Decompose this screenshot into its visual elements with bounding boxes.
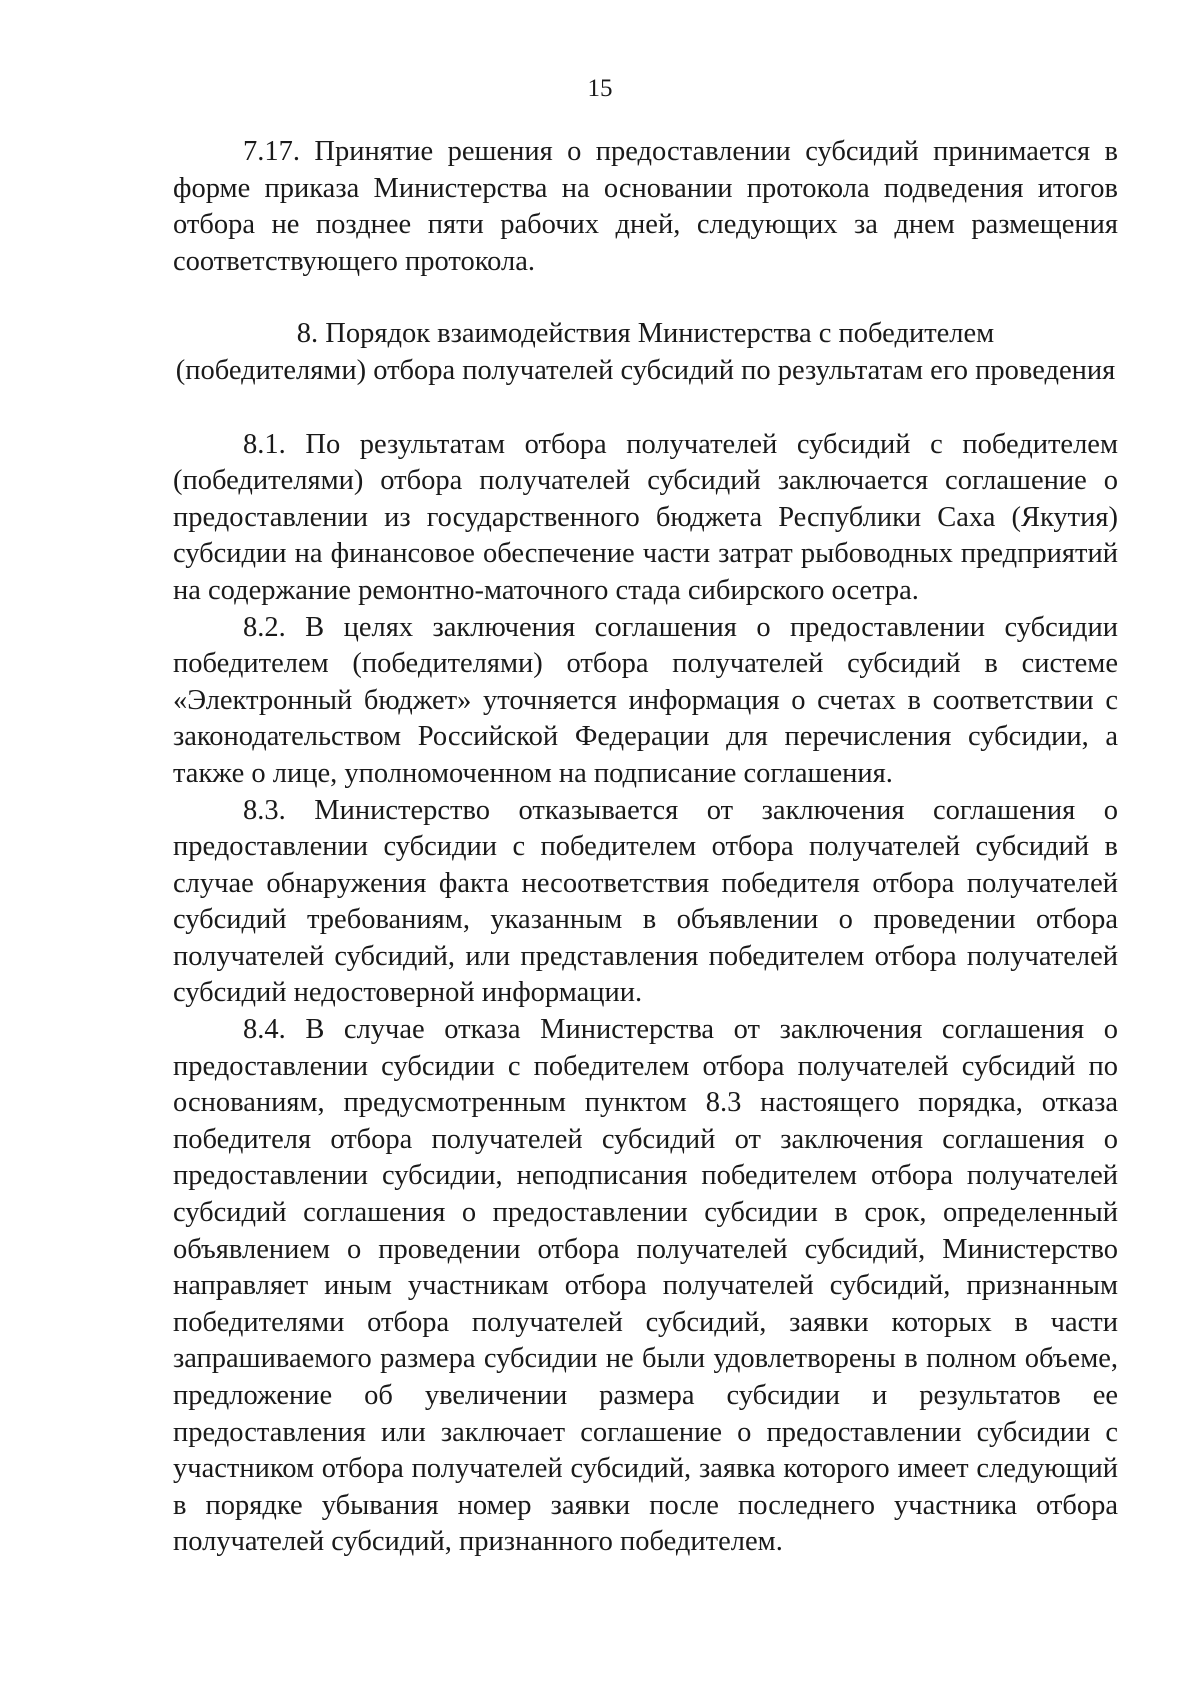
paragraph-8-3: 8.3. Министерство отказывается от заключения соглашения о предоставлении субсидии с победителем отбора получателей субсидий в случае обнаружения факта несоответствия победителя отбора получателей субсидий требованиям, указанным в объявлении о проведении отбора получателей субсидий, или представления победителем отбора получателей субсидий недостоверной информации. [173, 794, 1118, 1009]
paragraph-8-2: 8.2. В целях заключения соглашения о предоставлении субсидии победителем (победителями) отбора получателей субсидий в системе «Электронный бюджет» уточняется информация о счетах в соответствии с законодательством Российской Федерации для перечисления субсидии, а также о лице, уполномоченном на подписание соглашения. [173, 611, 1118, 789]
page-number: 15 [587, 75, 613, 102]
section-8-heading-line-2: (победителями) отбора получателей субсидий по результатам его проведения [175, 354, 1116, 386]
paragraph-8-1: 8.1. По результатам отбора получателей субсидий с победителем (победителями) отбора получателей субсидий заключается соглашение о предоставлении из государственного бюджета Республики Саха (Якутия) субсидии на финансовое обеспечение части затрат рыбоводных предприятий на содержание ремонтно-маточного стада сибирского осетра. [173, 428, 1118, 606]
paragraph-7-17: 7.17. Принятие решения о предоставлении субсидий принимается в форме приказа Министерства на основании протокола подведения итогов отбора не позднее пяти рабочих дней, следующих за днем размещения соответствующего протокола. [173, 136, 1118, 277]
section-8-heading [173, 316, 1118, 389]
document-body [173, 134, 1118, 1561]
paragraph-8-4: 8.4. В случае отказа Министерства от заключения соглашения о предоставлении субсидии с победителем отбора получателей субсидий по основаниям, предусмотренным пунктом 8.3 настоящего порядка, отказа победителя отбора получателей субсидий от заключения соглашения о предоставлении субсидии, неподписания победителем отбора получателей субсидий соглашения о предоставлении субсидии в срок, определенный объявлением о проведении отбора получателей субсидий, Министерство направляет иным участникам отбора получателей субсидий, признанным победителями отбора получателей субсидий, заявки которых в части запрашиваемого размера субсидии не были удовлетворены в полном объеме, предложение об увеличении размера субсидии и результатов ее предоставления или заключает соглашение о предоставлении субсидии с участником отбора получателей субсидий, заявка которого имеет следующий в порядке убывания номер заявки после последнего участника отбора получателей субсидий, признанного победителем. [173, 1014, 1118, 1558]
section-8-heading-line-1: 8. Порядок взаимодействия Министерства с победителем [296, 318, 995, 350]
